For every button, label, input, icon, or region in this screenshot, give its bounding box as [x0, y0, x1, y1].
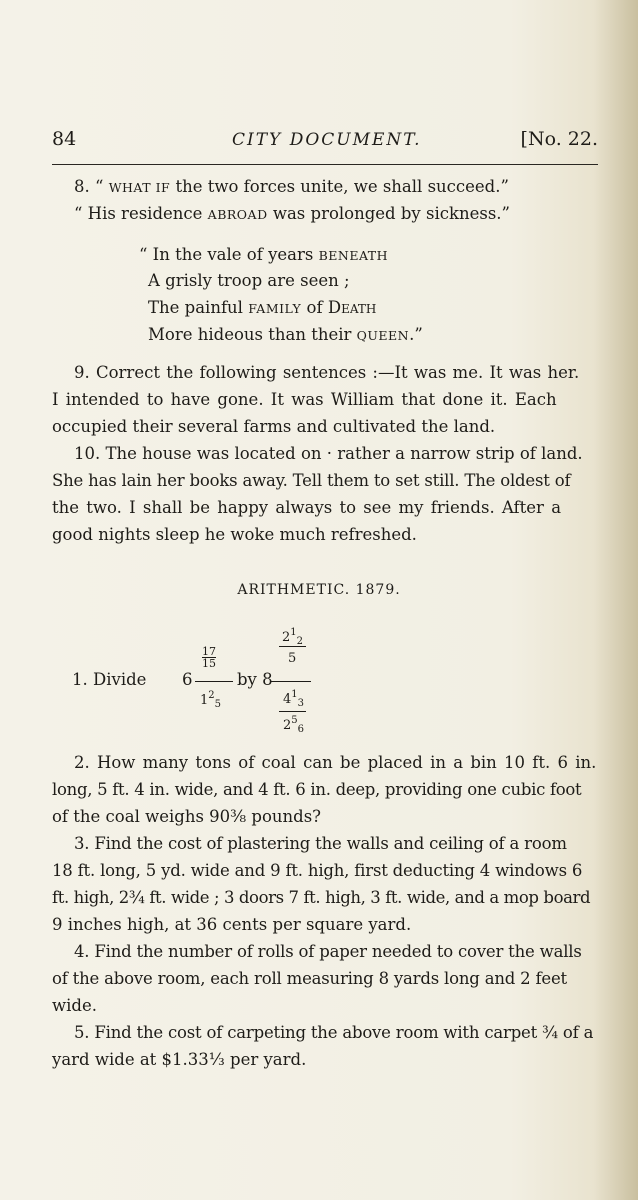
poem-4-smallcaps: QUEEN	[356, 328, 410, 343]
q1-frac-17-15	[202, 646, 216, 669]
q1-frac-4-1-3	[283, 689, 304, 709]
page-header	[52, 128, 598, 158]
q1-right-bar	[271, 681, 311, 682]
mixed-1-whole: 1	[200, 693, 209, 708]
poem-line-3	[148, 297, 376, 320]
q1-by: by 8	[237, 670, 273, 689]
document-number: [No. 22.	[520, 128, 598, 150]
q1-six: 6	[182, 670, 193, 689]
q8-l1-rest: the two forces unite, we shall succeed.”	[170, 177, 509, 196]
q10-line-1: 10. The house was located on · rather a narrow strip of land.	[74, 444, 583, 463]
poem-3-of: of	[301, 298, 328, 317]
mixed-4-den: 3	[297, 698, 305, 709]
q3-line-1: 3. Find the cost of plastering the walls and ceiling of a room	[74, 834, 567, 853]
mixed-1-num: 2	[208, 690, 215, 701]
q4-line-3: wide.	[52, 996, 97, 1015]
poem-4-close: .”	[409, 325, 423, 344]
page-number: 84	[52, 128, 77, 150]
q8-l1-smallcaps: WHAT IF	[108, 180, 171, 195]
q8-l2-smallcaps: ABROAD	[207, 207, 268, 222]
q3-line-4: 9 inches high, at 36 cents per square yard.	[52, 915, 412, 934]
mixed-2-den: 2	[296, 636, 304, 647]
poem-3-text: The painful	[148, 298, 249, 317]
q8-l2-rest: was prolonged by sickness.”	[267, 204, 510, 223]
mixed-4-whole: 4	[283, 692, 292, 707]
q1-frac-2-5-6	[283, 715, 304, 735]
poem-1-smallcaps: BENEATH	[318, 248, 389, 263]
q8-line-1	[74, 176, 509, 199]
poem-4-text: More hideous than their	[148, 325, 357, 344]
mixed-2b-den: 6	[297, 724, 305, 735]
poem-3-smallcaps-family: FAMILY	[248, 301, 302, 316]
q10-line-4: good nights sleep he woke much refreshed.	[52, 525, 417, 544]
q1-label: 1. Divide	[72, 670, 147, 689]
q2-line-3: of the coal weighs 90⅜ pounds?	[52, 807, 322, 826]
q8-line-2	[74, 203, 510, 226]
q4-line-1: 4. Find the number of rolls of paper needed to cover the walls	[74, 942, 582, 961]
q1-upper-bar	[279, 646, 306, 647]
running-title: CITY DOCUMENT.	[232, 130, 422, 150]
q2-line-1: 2. How many tons of coal can be placed in a bin 10 ft. 6 in.	[74, 753, 597, 772]
q3-line-2: 18 ft. long, 5 yd. wide and 9 ft. high, first deducting 4 windows 6	[52, 861, 583, 880]
frac-15-den: 15	[202, 657, 216, 670]
q1-lower-bar	[279, 711, 306, 712]
q5-line-2: yard wide at $1.33⅓ per yard.	[52, 1050, 307, 1069]
q5-line-1: 5. Find the cost of carpeting the above room with carpet ¾ of a	[74, 1023, 594, 1042]
q1-frac-1-2-5	[200, 690, 221, 710]
q9-line-3: occupied their several farms and cultivated the land.	[52, 417, 496, 436]
q1-frac-2-1-2	[282, 627, 303, 647]
poem-line-4	[148, 324, 423, 347]
frac-17-num: 17	[202, 645, 216, 658]
q3-line-3: ft. high, 2¾ ft. wide ; 3 doors 7 ft. high, 3 ft. wide, and a mop board	[52, 888, 591, 907]
q1-left-bar	[195, 681, 233, 682]
q8-l1-open: “	[95, 177, 109, 196]
q10-line-2: She has lain her books away. Tell them to set still. The oldest of	[52, 471, 571, 490]
poem-1-text: “ In the vale of years	[139, 245, 319, 264]
arithmetic-heading: ARITHMETIC. 1879.	[237, 582, 401, 598]
q1-five: 5	[288, 651, 297, 666]
header-rule	[52, 164, 598, 165]
q10-line-3: the two. I shall be happy always to see my friends. After a	[52, 498, 562, 517]
mixed-2-num: 1	[290, 627, 297, 638]
mixed-2b-whole: 2	[283, 718, 292, 733]
poem-line-1	[139, 244, 388, 267]
q8-l2-open: “ His residence	[74, 204, 208, 223]
mixed-2b-num: 5	[291, 715, 298, 726]
mixed-1-den: 5	[214, 699, 222, 710]
q8-number: 8.	[74, 177, 90, 196]
q2-line-2: long, 5 ft. 4 in. wide, and 4 ft. 6 in. deep, providing one cubic foot	[52, 780, 582, 799]
q4-line-2: of the above room, each roll measuring 8 yards long and 2 feet	[52, 969, 567, 988]
q9-line-1: 9. Correct the following sentences :—It was me. It was her.	[74, 363, 580, 382]
poem-line-2: A grisly troop are seen ;	[148, 271, 350, 290]
q9-line-2: I intended to have gone. It was William that done it. Each	[52, 390, 557, 409]
mixed-4-num: 1	[291, 689, 298, 700]
poem-3-death: Death	[327, 298, 377, 317]
mixed-2-whole: 2	[282, 630, 291, 645]
